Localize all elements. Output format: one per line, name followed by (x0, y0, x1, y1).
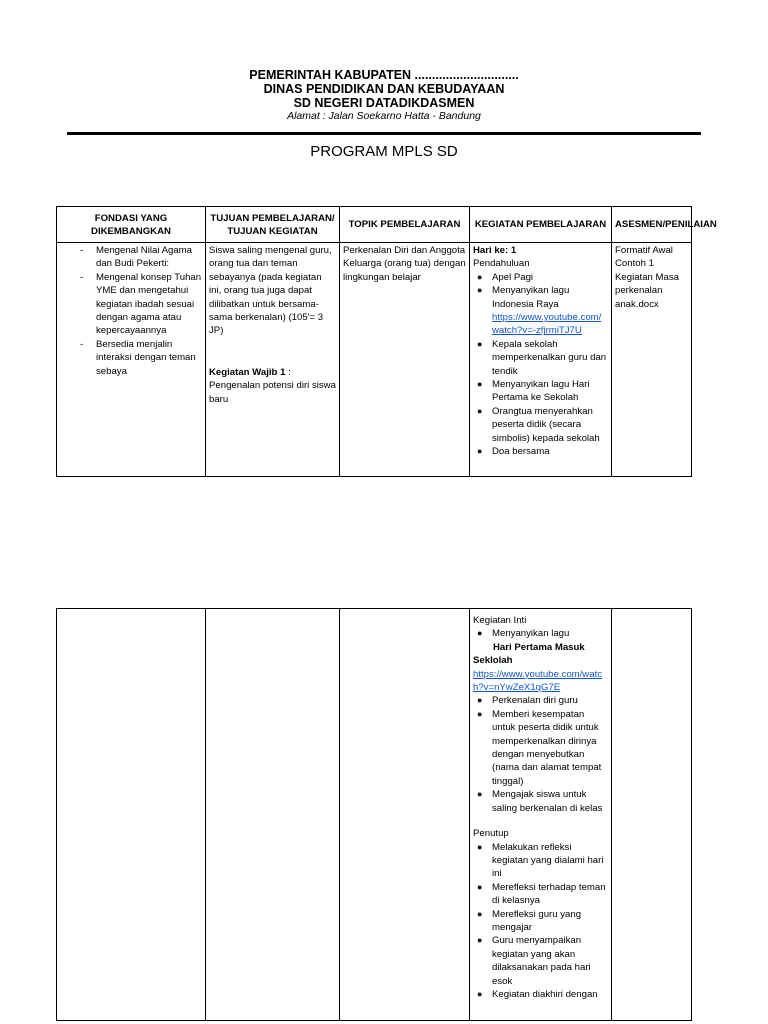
table-row (57, 243, 692, 477)
cell-topik-empty (340, 609, 470, 1021)
pendahuluan-label: Pendahuluan (473, 258, 530, 270)
header-line-3: SD NEGERI DATADIKDASMEN (293, 96, 475, 110)
list-item: ● Kepala sekolah memperkenalkan guru dan tendik (492, 338, 608, 378)
list-item: ● Melakukan refleksi kegiatan yang dialami hari ini (492, 841, 608, 881)
tujuan-text: Siswa saling mengenal guru, orang tua dan teman sebayanya (pada kegiatan ini, orang tua juga dapat dilibatkan untuk bersama-sama berkenalan) (105'= 3 JP) (209, 245, 332, 337)
cell-kegiatan (470, 243, 612, 477)
header-line-2: DINAS PENDIDIKAN DAN KEBUDAYAAN (263, 82, 505, 96)
fondasi-list (60, 244, 202, 378)
asesmen-text: Formatif Awal Contoh 1 Kegiatan Masa perkenalan anak.docx (615, 245, 679, 310)
kegiatan-inti-label: Kegiatan Inti (473, 615, 527, 626)
header-fondasi: FONDASI YANG DIKEMBANGKAN (57, 207, 206, 243)
list-item: ● Menyanyikan lagu (492, 627, 608, 640)
table-row (57, 609, 692, 1021)
list-item: ● Mengajak siswa untuk saling berkenalan di kelas (492, 788, 608, 815)
header-address: Alamat : Jalan Soekarno Hatta - Bandung (287, 110, 481, 122)
table-header-row (57, 207, 692, 243)
list-item: ● Merefleksi terhadap teman di kelasnya (492, 881, 608, 908)
penutup-list (473, 841, 608, 1002)
inti-list-1 (473, 627, 608, 640)
kegiatan-wajib (209, 366, 336, 379)
cell-asesmen-empty (612, 609, 692, 1021)
header-line-1: PEMERINTAH KABUPATEN .............................. (249, 68, 519, 82)
header-divider (67, 132, 701, 135)
list-item: - Mengenal Nilai Agama dan Budi Pekerti: (96, 244, 202, 271)
header-tujuan: TUJUAN PEMBELAJARAN/ TUJUAN KEGIATAN (206, 207, 340, 243)
list-item: ● Memberi kesempatan untuk peserta didik untuk memperkenalkan dirinya dengan menyebutkan (nama dan alamat tempat tinggal) (492, 708, 608, 788)
list-item-text: Menyanyikan lagu Indonesia Raya (492, 285, 570, 310)
cell-fondasi (57, 243, 206, 477)
header-topik: TOPIK PEMBELAJARAN (340, 207, 470, 243)
list-item: ● Merefleksi guru yang mengajar (492, 908, 608, 935)
topik-text: Perkenalan Diri dan Anggota Keluarga (orang tua) dengan lingkungan belajar (343, 245, 466, 283)
kegiatan-wajib-text: Pengenalan potensi diri siswa baru (209, 380, 336, 405)
page-title: PROGRAM MPLS SD (310, 143, 458, 160)
cell-kegiatan (470, 609, 612, 1021)
inti-list-2 (473, 694, 608, 815)
list-item: ● Perkenalan diri guru (492, 694, 608, 707)
header-kegiatan: KEGIATAN PEMBELAJARAN (470, 207, 612, 243)
hari-label: Hari ke: 1 (473, 245, 517, 256)
cell-asesmen (612, 243, 692, 477)
list-item: ● Apel Pagi (492, 271, 608, 284)
document-header (0, 68, 768, 123)
cell-fondasi-empty (57, 609, 206, 1021)
list-item: ● Menyanyikan lagu Hari Pertama ke Sekolah (492, 378, 608, 405)
youtube-link-2[interactable]: https://www.youtube.com/watch?v=nYwZeX1qG7E (473, 668, 603, 694)
cell-topik (340, 243, 470, 477)
song-title: Hari Pertama Masuk Seklolah (473, 641, 585, 667)
list-item: ● Kegiatan diakhiri dengan (492, 988, 608, 1001)
list-item: - Mengenal konsep Tuhan YME dan mengetahui kegiatan ibadah sesuai dengan agama atau kepercayaannya (96, 271, 202, 338)
list-item: ● Guru menyampaikan kegiatan yang akan dilaksanakan pada hari esok (492, 934, 608, 988)
youtube-link-1[interactable]: https://www.youtube.com/watch?v=-zfjrmiTJ7U (492, 312, 602, 337)
pendahuluan-list (473, 271, 608, 459)
kegiatan-wajib-label: Kegiatan Wajib 1 (209, 366, 286, 378)
cell-tujuan (206, 243, 340, 477)
list-item (492, 284, 608, 338)
penutup-label: Penutup (473, 828, 509, 840)
list-item: ● Orangtua menyerahkan peserta didik (secara simbolis) kepada sekolah (492, 405, 608, 445)
cell-tujuan-empty (206, 609, 340, 1021)
header-asesmen: ASESMEN/PENILAIAN (612, 207, 692, 243)
list-item: ● Doa bersama (492, 445, 608, 458)
list-item: - Bersedia menjalin interaksi dengan teman sebaya (96, 338, 202, 378)
kegiatan-wajib-colon: : (285, 366, 291, 378)
program-table-2 (56, 608, 692, 1021)
program-table-1 (56, 206, 717, 477)
